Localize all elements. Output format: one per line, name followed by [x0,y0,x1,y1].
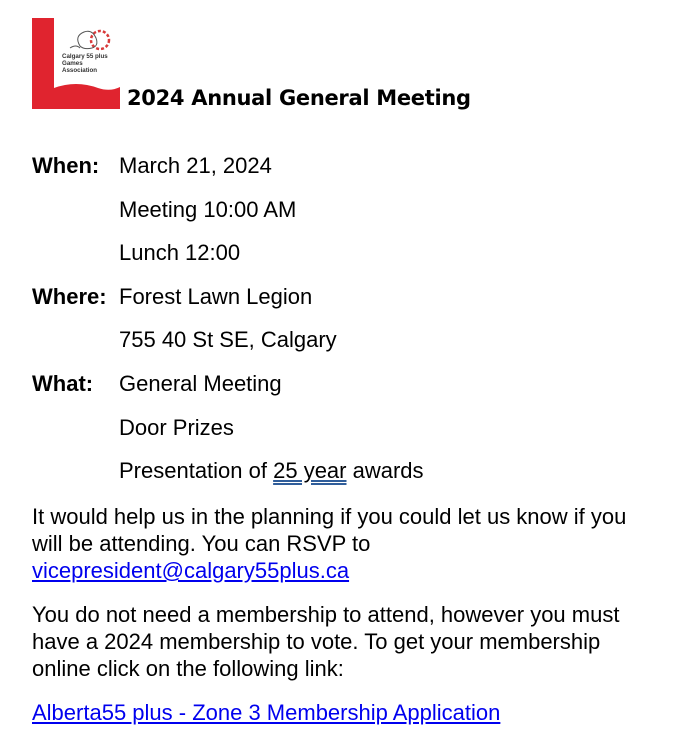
what-item-general-meeting: General Meeting [119,371,282,396]
when-date: March 21, 2024 [119,153,272,178]
when-meeting-time: Meeting 10:00 AM [119,197,297,222]
when-label: When: [32,153,100,178]
what-label: What: [32,371,94,396]
logo-org-name: Calgary 55 plus Games Association [62,53,108,74]
where-venue: Forest Lawn Legion [119,284,313,309]
page-title: 2024 Annual General Meeting [127,86,471,110]
presentation-prefix: Presentation of [119,458,274,483]
rsvp-paragraph [32,503,652,584]
when-lunch-time: Lunch 12:00 [119,240,241,265]
what-item-presentation [119,458,424,484]
where-address: 755 40 St SE, Calgary [119,327,337,352]
organization-logo [32,18,120,109]
rsvp-text: It would help us in the planning if you could let us know if you will be attending. You can RSVP to [32,504,627,556]
membership-text: You do not need a membership to attend, however you must have a 2024 membership to vote. To get your membership online click on the following link: [32,602,620,681]
membership-paragraph [32,601,652,682]
membership-link-container [32,699,652,726]
presentation-years: 25 year [273,458,347,483]
presentation-suffix: awards [346,458,424,483]
membership-application-link[interactable]: Alberta55 plus - Zone 3 Membership Application [32,700,501,725]
what-item-door-prizes: Door Prizes [119,415,234,440]
rsvp-email-link[interactable]: vicepresident@calgary55plus.ca [32,558,350,583]
where-label: Where: [32,284,107,309]
